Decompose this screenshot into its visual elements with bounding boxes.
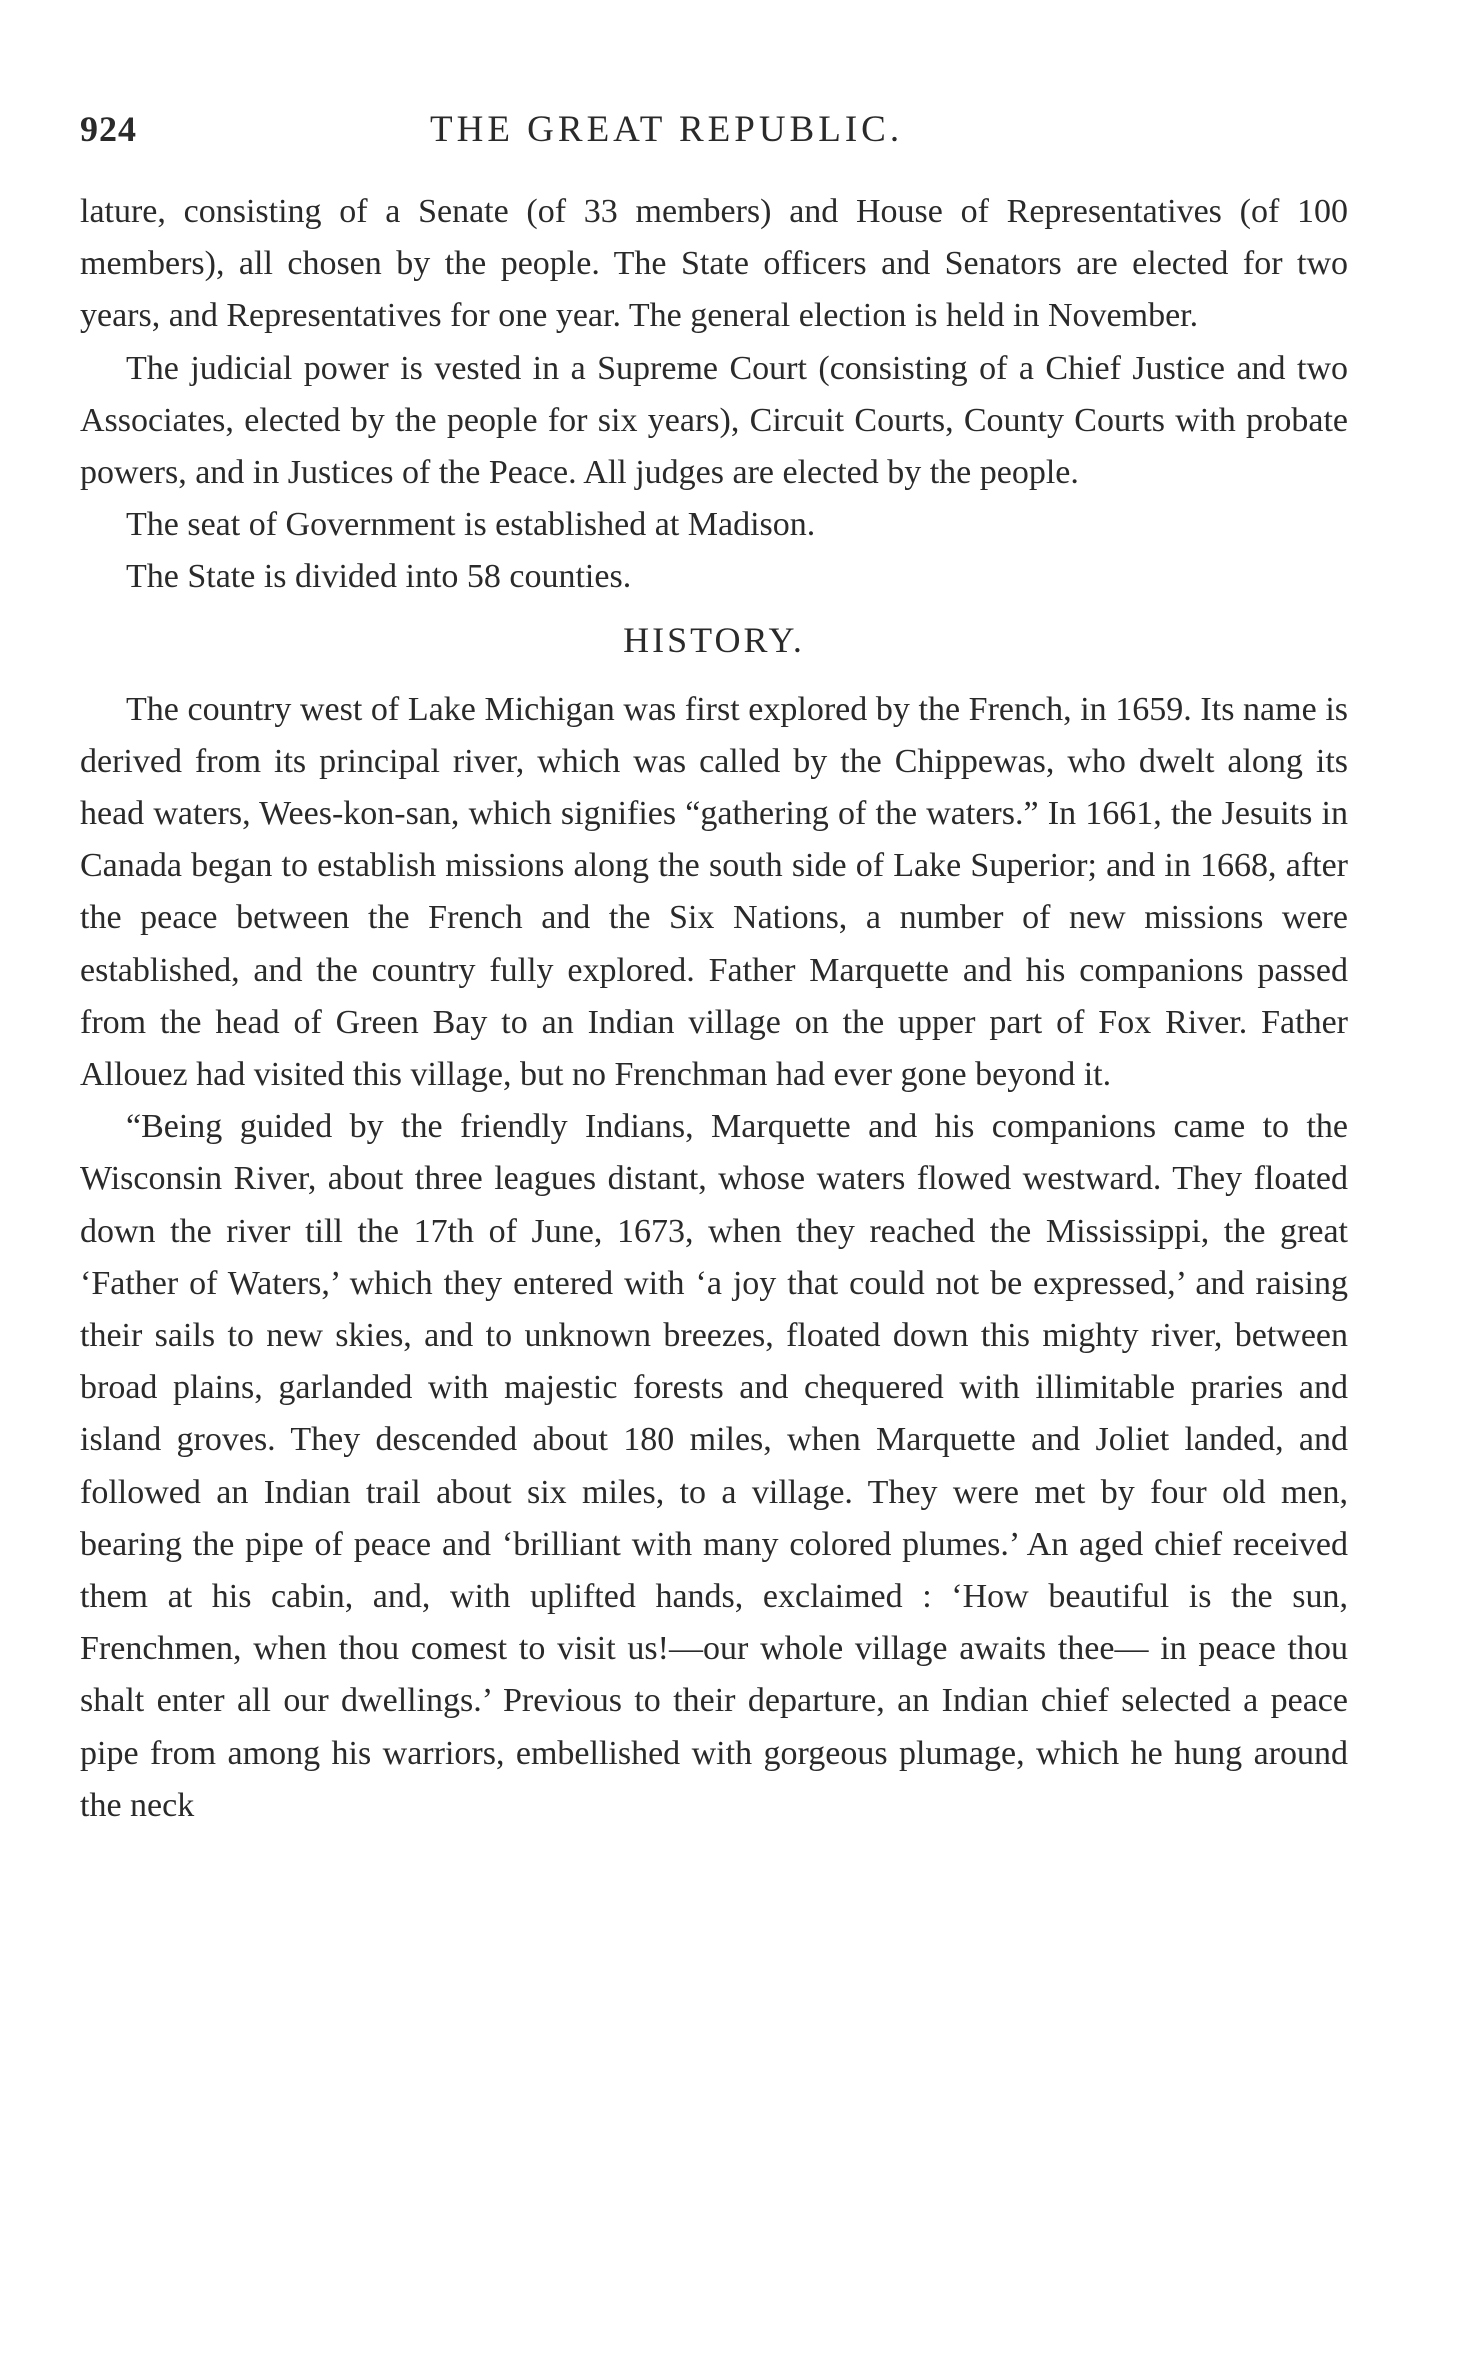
- paragraph-legislature: lature, consisting of a Senate (of 33 members) and House of Representatives (of 100 members), all chosen by the people. The State officers and Senators are elected for two years, and Representatives for one year. The general election is held in November.: [80, 193, 1348, 335]
- page-number: 924: [80, 109, 137, 149]
- running-title: THE GREAT REPUBLIC.: [430, 109, 904, 150]
- running-head: [80, 108, 1360, 160]
- section-heading-history: HISTORY.: [623, 619, 805, 660]
- paragraph-history-marquette: “Being guided by the friendly Indians, Marquette and his companions came to the Wisconsin River, about three leagues distant, whose waters flowed westward. They floated down the river till the 17th of June, 1673, when they reached the Mississippi, the great ‘Father of Waters,’ which they entered with ‘a joy that could not be expressed,’ and raising their sails to new skies, and to unknown breezes, floated down this mighty river, between broad plains, garlanded with majestic forests and chequered with illimitable praries and island groves. They descended about 180 miles, when Marquette and Joliet landed, and followed an Indian trail about six miles, to a village. They were met by four old men, bearing the pipe of peace and ‘brilliant with many colored plumes.’ An aged chief received them at his cabin, and, with uplifted hands, exclaimed : ‘How beautiful is the sun, Frenchmen, when thou comest to visit us!—our whole village awaits thee— in peace thou shalt enter all our dwellings.’ Previous to their departure, an Indian chief selected a peace pipe from among his warriors, embellished with gorgeous plumage, which he hung around the neck: [80, 1108, 1348, 1824]
- paragraph-seat-of-government: The seat of Government is established at Madison.: [126, 506, 816, 544]
- page-body: [80, 186, 1348, 1832]
- paragraph-judicial: The judicial power is vested in a Supreme Court (consisting of a Chief Justice and two Associates, elected by the people for six years), Circuit Courts, County Courts with probate powers, and in Justices of the Peace. All judges are elected by the people.: [80, 349, 1348, 492]
- paragraph-counties: The State is divided into 58 counties.: [126, 558, 632, 596]
- paragraph-history-exploration: The country west of Lake Michigan was first explored by the French, in 1659. Its name is derived from its principal river, which was called by the Chippewas, who dwelt along its head waters, Wees-kon-san, which signifies “gathering of the waters.” In 1661, the Jesuits in Canada began to establish missions along the south side of Lake Superior; and in 1668, after the peace between the French and the Six Nations, a number of new missions were established, and the country fully explored. Father Marquette and his companions passed from the head of Green Bay to an Indian village on the upper part of Fox River. Father Allouez had visited this village, but no Frenchman had ever gone beyond it.: [80, 690, 1348, 1094]
